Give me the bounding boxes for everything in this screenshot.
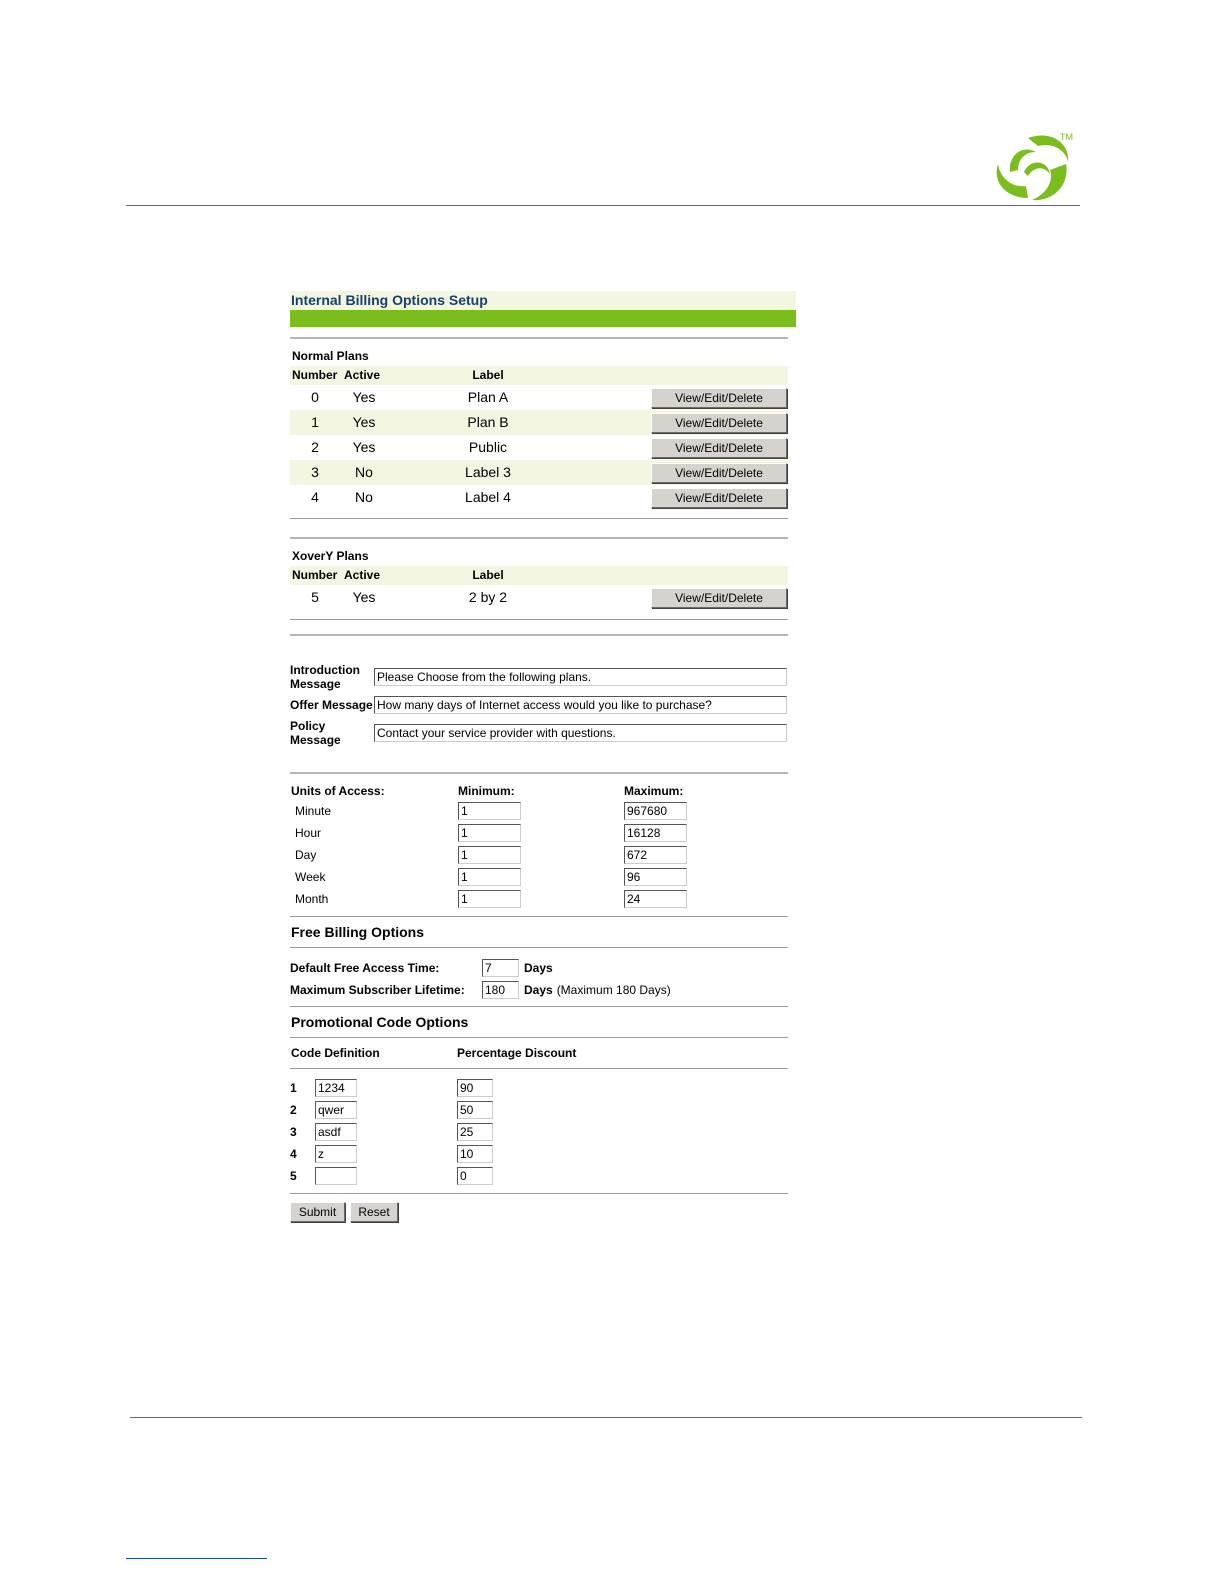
billing-options-panel	[290, 291, 796, 1222]
promo-discount-input[interactable]	[457, 1123, 493, 1141]
view-edit-delete-button[interactable]: View/Edit/Delete	[651, 388, 787, 408]
plan-label: 2 by 2	[468, 589, 508, 605]
footer-rule	[130, 1417, 1082, 1418]
col-label: Label	[472, 368, 504, 382]
policy-label-line1: Policy	[290, 719, 326, 733]
minimum-input[interactable]	[458, 890, 521, 908]
days-unit: Days	[524, 983, 553, 997]
plan-active: Yes	[352, 414, 376, 430]
promo-row	[290, 1165, 796, 1187]
minimum-input[interactable]	[458, 802, 521, 820]
promo-index: 5	[290, 1169, 297, 1183]
submit-button[interactable]: Submit	[290, 1202, 345, 1222]
plan-active: No	[355, 464, 373, 480]
default-free-access-input[interactable]	[482, 959, 519, 977]
units-heading: Units of Access:	[291, 784, 385, 798]
table-row	[290, 585, 788, 610]
max-lifetime-input[interactable]	[482, 981, 519, 999]
maximum-input[interactable]	[624, 868, 687, 886]
unit-name: Day	[295, 848, 317, 862]
page-title: Internal Billing Options Setup	[290, 291, 796, 310]
plan-number: 3	[311, 464, 319, 480]
max-lifetime-label: Maximum Subscriber Lifetime:	[290, 983, 465, 997]
units-header-row	[290, 782, 796, 800]
view-edit-delete-button[interactable]: View/Edit/Delete	[651, 438, 787, 458]
xovery-plans-header-row	[290, 566, 788, 585]
unit-row-minute	[290, 800, 796, 822]
promo-row	[290, 1143, 796, 1165]
intro-label-line2: Message	[290, 677, 341, 691]
col-active: Active	[344, 568, 381, 582]
view-edit-delete-button[interactable]: View/Edit/Delete	[651, 588, 787, 608]
tm-mark: TM	[1060, 132, 1073, 142]
promo-index: 3	[290, 1125, 297, 1139]
maximum-input[interactable]	[624, 824, 687, 842]
unit-name: Month	[295, 892, 329, 906]
policy-message-label	[290, 719, 374, 747]
intro-message-row	[290, 663, 796, 691]
plan-active: No	[355, 489, 373, 505]
days-unit: Days	[524, 961, 553, 975]
promo-code-input[interactable]	[315, 1145, 357, 1163]
promo-code-input[interactable]	[315, 1079, 357, 1097]
normal-plans-header-row	[290, 366, 788, 385]
view-edit-delete-button[interactable]: View/Edit/Delete	[651, 488, 787, 508]
promo-discount-input[interactable]	[457, 1145, 493, 1163]
offer-message-label: Offer Message	[290, 698, 373, 712]
minimum-input[interactable]	[458, 846, 521, 864]
plan-active: Yes	[352, 589, 376, 605]
promo-code-input[interactable]	[315, 1123, 357, 1141]
default-free-access-label: Default Free Access Time:	[290, 961, 440, 975]
minimum-heading: Minimum:	[458, 784, 515, 798]
intro-label-line1: Introduction	[290, 663, 360, 677]
promo-code-input[interactable]	[315, 1101, 357, 1119]
plan-label: Label 4	[465, 489, 511, 505]
unit-row-month	[290, 888, 796, 910]
maximum-input[interactable]	[624, 846, 687, 864]
view-edit-delete-button[interactable]: View/Edit/Delete	[651, 413, 787, 433]
table-row	[290, 485, 788, 510]
promo-discount-input[interactable]	[457, 1101, 493, 1119]
intro-message-input[interactable]	[374, 668, 787, 686]
unit-row-week	[290, 866, 796, 888]
plan-active: Yes	[352, 389, 376, 405]
offer-message-row	[290, 696, 796, 714]
promo-discount-input[interactable]	[457, 1167, 493, 1185]
policy-message-input[interactable]	[374, 724, 787, 742]
promo-index: 4	[290, 1147, 297, 1161]
maximum-heading: Maximum:	[624, 784, 684, 798]
minimum-input[interactable]	[458, 868, 521, 886]
offer-message-input[interactable]	[374, 696, 787, 714]
unit-name: Hour	[295, 826, 322, 840]
policy-label-line2: Message	[290, 733, 341, 747]
xovery-plans-heading: XoverY Plans	[292, 549, 369, 563]
unit-row-day	[290, 844, 796, 866]
table-row	[290, 410, 788, 435]
col-number: Number	[292, 568, 338, 582]
promo-index: 2	[290, 1103, 297, 1117]
default-free-access-row	[290, 957, 796, 979]
minimum-input[interactable]	[458, 824, 521, 842]
col-label: Label	[472, 568, 504, 582]
reset-button[interactable]: Reset	[350, 1202, 398, 1222]
normal-plans-heading: Normal Plans	[292, 349, 369, 363]
maximum-input[interactable]	[624, 802, 687, 820]
plan-label: Plan A	[467, 389, 509, 405]
col-active: Active	[344, 368, 381, 382]
promo-index: 1	[290, 1081, 297, 1095]
intro-message-label	[290, 663, 374, 691]
plan-number: 0	[311, 389, 319, 405]
promo-header-row	[290, 1038, 796, 1068]
col-number: Number	[292, 368, 338, 382]
unit-name: Week	[295, 870, 326, 884]
promo-title: Promotional Code Options	[291, 1014, 469, 1030]
maximum-input[interactable]	[624, 890, 687, 908]
table-row	[290, 460, 788, 485]
form-actions	[290, 1202, 796, 1222]
plan-label: Plan B	[467, 414, 509, 430]
plan-active: Yes	[352, 439, 376, 455]
policy-message-row	[290, 719, 796, 747]
free-billing-title: Free Billing Options	[291, 924, 425, 940]
plan-number: 2	[311, 439, 319, 455]
plan-label: Label 3	[465, 464, 511, 480]
promo-discount-input[interactable]	[457, 1079, 493, 1097]
promo-row	[290, 1099, 796, 1121]
code-definition-heading: Code Definition	[291, 1046, 380, 1060]
plan-label: Public	[468, 439, 508, 455]
plan-number: 1	[311, 414, 319, 430]
promo-row	[290, 1121, 796, 1143]
plan-number: 5	[311, 589, 319, 605]
promo-row	[290, 1077, 796, 1099]
header-rule	[126, 205, 1080, 206]
unit-name: Minute	[295, 804, 332, 818]
unit-row-hour	[290, 822, 796, 844]
table-row	[290, 435, 788, 460]
footer-link-underline	[126, 1558, 267, 1559]
max-lifetime-note: (Maximum 180 Days)	[556, 983, 671, 997]
view-edit-delete-button[interactable]: View/Edit/Delete	[651, 463, 787, 483]
title-accent-bar	[290, 310, 796, 327]
promo-code-input[interactable]	[315, 1167, 357, 1185]
table-row	[290, 385, 788, 410]
swirl-logo-icon	[988, 128, 1078, 208]
plan-number: 4	[311, 489, 319, 505]
percentage-discount-heading: Percentage Discount	[457, 1046, 577, 1060]
max-lifetime-row	[290, 979, 796, 1001]
